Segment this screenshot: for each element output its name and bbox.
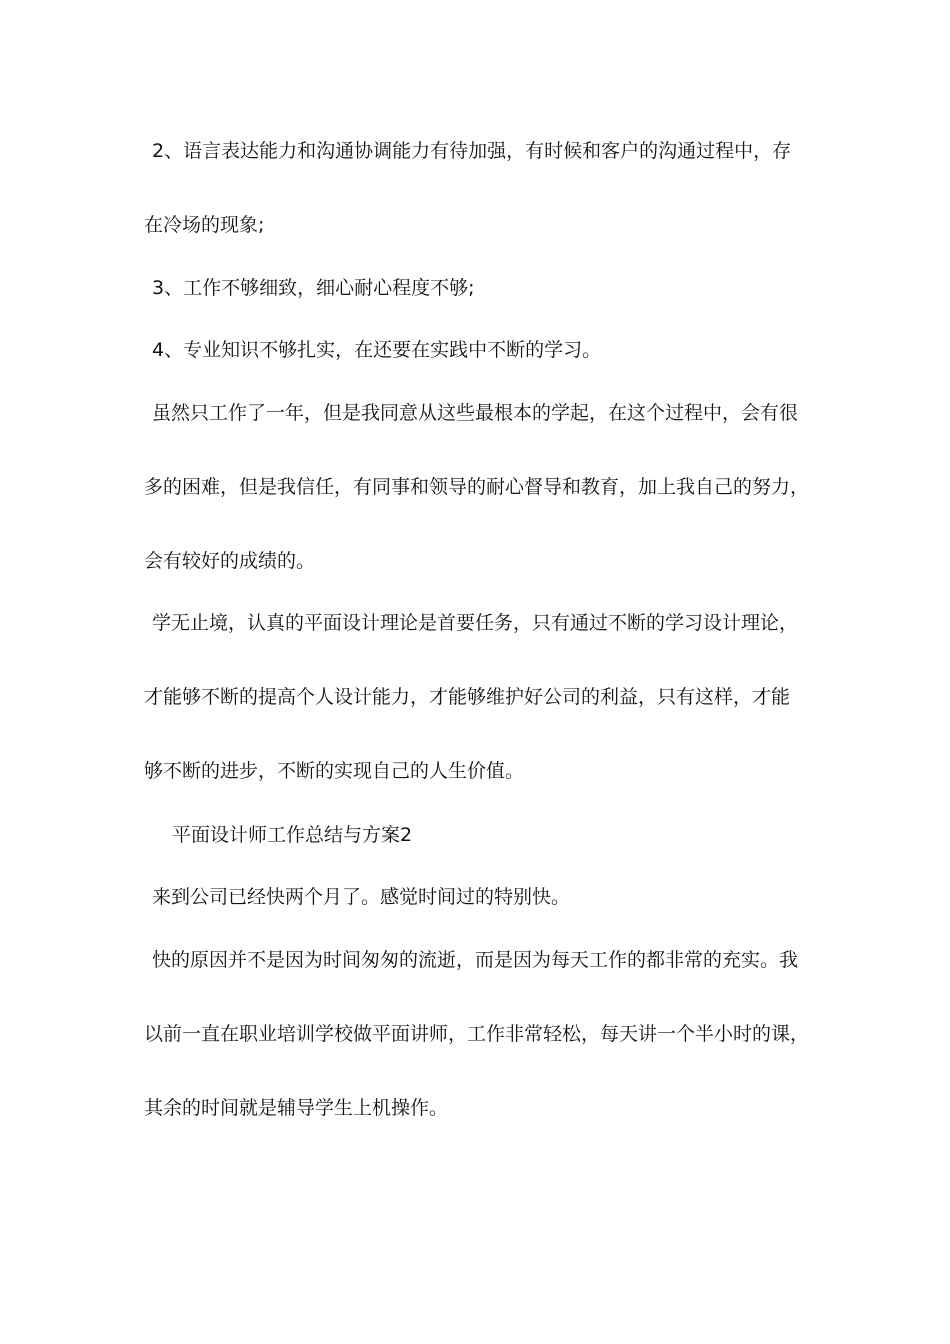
paragraph-line: 4、专业知识不够扎实，在还要在实践中不断的学习。	[152, 339, 602, 361]
paragraph-line: 才能够不断的提高个人设计能力，才能够维护好公司的利益，只有这样，才能	[144, 686, 791, 708]
paragraph-line: 3、工作不够细致，细心耐心程度不够;	[152, 277, 475, 299]
paragraph-line: 多的困难，但是我信任，有同事和领导的耐心督导和教育，加上我自己的努力，	[144, 476, 810, 498]
paragraph-line: 来到公司已经快两个月了。感觉时间过的特别快。	[152, 886, 571, 908]
paragraph-line: 快的原因并不是因为时间匆匆的流逝，而是因为每天工作的都非常的充实。我	[152, 949, 799, 971]
paragraph-line: 以前一直在职业培训学校做平面讲师，工作非常轻松，每天讲一个半小时的课，	[144, 1023, 810, 1045]
paragraph-line: 2、语言表达能力和沟通协调能力有待加强，有时候和客户的沟通过程中，存	[152, 140, 792, 162]
paragraph-line: 其余的时间就是辅导学生上机操作。	[144, 1097, 449, 1119]
section-heading: 平面设计师工作总结与方案2	[172, 824, 413, 846]
paragraph-line: 虽然只工作了一年，但是我同意从这些最根本的学起，在这个过程中，会有很	[152, 402, 799, 424]
paragraph-line: 够不断的进步，不断的实现自己的人生价值。	[144, 760, 525, 782]
paragraph-line: 在冷场的现象;	[144, 214, 265, 236]
paragraph-line: 学无止境，认真的平面设计理论是首要任务，只有通过不断的学习设计理论，	[152, 612, 799, 634]
paragraph-line: 会有较好的成绩的。	[144, 550, 316, 572]
